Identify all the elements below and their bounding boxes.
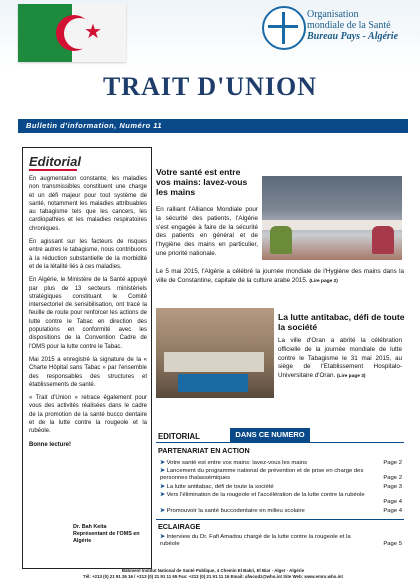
toc-section-partenariat: PARTENARIAT EN ACTION — [158, 446, 250, 455]
toc-item-text: Votre santé est entre vos mains: lavez-vous les mains — [166, 460, 308, 466]
toc-item[interactable] — [160, 492, 402, 505]
toc-editorial-label: EDITORIAL — [158, 432, 200, 441]
who-logo-icon — [262, 6, 306, 50]
table-of-contents — [156, 428, 404, 556]
toc-item-page: Page 2 — [383, 460, 402, 466]
org-line-1: Organisation — [307, 9, 359, 20]
article1-photo — [262, 176, 402, 260]
toc-section-eclairage: ECLAIRAGE — [158, 522, 201, 531]
footer-address: Bâtiment Institut National de Santé Publique, 4 Chemin El Bakri, El Biar - Alger - Algérie — [121, 568, 305, 573]
editorial-paragraph: En agissant sur les facteurs de risques entre autres le tabagisme, nous contribuons à la réduction substantielle de la morbidité et de la létalité liés à ces maladies. — [29, 239, 147, 270]
toc-header — [156, 428, 404, 443]
editorial-paragraph: En augmentation constante, les maladies non transmissibles constituent une charge et un défi majeur pour tout système de santé, notamment les maladies attribuables au tabagisme tels que les cancers, les cardiopathies et les maladies respiratoires chroniques. — [29, 176, 147, 232]
signature-name: Dr. Bah Keita — [73, 524, 107, 530]
toc-dans-ce-numero-badge: DANS CE NUMERO — [230, 428, 310, 442]
toc-item-text: Interview du Dr. Fafi Amadou chargé de la lutte contre la rougeole et la rubéole — [160, 534, 351, 548]
editorial-paragraph: Mai 2015 a enregistré la signature de la « Charte Hôpital sans Tabac » par l'ensemble des responsables des structures et établissements de santé. — [29, 356, 147, 388]
toc-item-page: Page 4 — [383, 508, 402, 514]
article2-text — [278, 337, 402, 382]
article2-photo — [156, 308, 274, 398]
who-organisation-name — [307, 9, 417, 42]
bulletin-bar: Bulletin d'information, Numéro 11 — [18, 119, 408, 133]
toc-item[interactable] — [160, 534, 402, 548]
editorial-box — [22, 147, 152, 569]
toc-item-page: Page 4 — [383, 499, 402, 505]
newsletter-title: TRAIT D'UNION — [102, 72, 318, 101]
editorial-signature — [73, 524, 145, 544]
arrow-right-icon: ➤ — [160, 492, 167, 498]
org-line-3: Bureau Pays - Algérie — [307, 31, 399, 42]
signature-role: Représentant de l'OMS en Algérie — [73, 530, 140, 544]
page-footer — [18, 568, 408, 580]
editorial-paragraph: « Trait d'Union » retrace également pour vous des activités réalisées dans le cadre de la promotion de la santé bucco dentaire et de la lutte contre la rougeole et la rubéole. — [29, 395, 147, 435]
article1-title: Votre santé est entre vos mains: lavez-vous les mains — [156, 167, 248, 197]
arrow-right-icon: ➤ — [160, 534, 167, 540]
org-line-2: mondiale de la Santé — [307, 20, 391, 31]
toc-item-text: La lutte antitabac, défi de toute la société — [166, 484, 274, 490]
toc-item-page: Page 5 — [383, 541, 402, 547]
arrow-right-icon: ➤ — [160, 508, 167, 514]
toc-item-text: Vers l'élimination de la rougeole et l'accélération de la lutte contre la rubéole — [166, 492, 365, 498]
article1-text-part2 — [156, 268, 404, 287]
editorial-closing: Bonne lecture! — [29, 441, 72, 448]
article1-text-part1: En ralliant l'Alliance Mondiale pour la sécurité des patients, l'Algérie s'est engagée à faire de la sécurité des patients en général et de l'hygiène des mains en particulier, une priorité nationale. — [156, 206, 258, 257]
toc-divider — [156, 519, 404, 520]
toc-item[interactable] — [160, 508, 402, 515]
footer-contact: Tél: +213 (0) 21 91 26 16 / +213 (0) 21 91 11 65 Fax: +213 (0) 21 91 11 16 Email: afwcodz@who.int Site Web: www.emro.who.int — [83, 574, 343, 579]
toc-item-page: Page 2 — [383, 475, 402, 481]
toc-item-text: Promouvoir la santé buccodentaire en milieu scolaire — [166, 508, 305, 514]
article1-text-part2-content: Le 5 mai 2015, l'Algérie a célébré la journée mondiale de l'Hygiène des mains dans la ville de Constantine, capitale de la culture arabe 2015. — [156, 268, 404, 284]
toc-item[interactable] — [160, 460, 402, 467]
article1-see-page-link[interactable]: (Lire page 2) — [309, 278, 338, 284]
article2-title: La lutte antitabac, défi de toute la société — [278, 312, 405, 332]
toc-item[interactable] — [160, 484, 402, 491]
editorial-paragraph: En Algérie, le Ministère de la Santé appuyé par plus de 13 secteurs ministériels stratégiques constituant le Comité intersectoriel de sensibilisation, ont tracé la feuille de route pour renforcer les actions de lutte contre le Tabac en direction des populations en conformité avec les dispositions de la Convention Cadre de l'OMS pour la lutte contre le Tabac. — [29, 277, 147, 350]
editorial-title: Editorial — [29, 154, 82, 169]
editorial-underline — [29, 169, 77, 171]
arrow-right-icon: ➤ — [160, 468, 167, 474]
algeria-flag-image: ★ — [18, 4, 126, 62]
arrow-right-icon: ➤ — [160, 484, 167, 490]
toc-item-page: Page 3 — [383, 484, 402, 490]
article2-see-page-link[interactable]: (Lire page 3) — [336, 374, 366, 380]
editorial-text — [29, 175, 147, 454]
article2-text-content: La ville d'Oran a abrité la célébration officielle de la journée mondiale de lutte contre le Tabagisme le 31 mai 2015, au siège de l'Etablissement Hospitalo-Universitaire d'Oran. — [278, 337, 402, 380]
toc-item[interactable] — [160, 468, 402, 482]
toc-item-text: Lancement du programme national de prévention et de prise en charge des personnes thalassémiques — [160, 468, 364, 482]
arrow-right-icon: ➤ — [160, 460, 167, 466]
